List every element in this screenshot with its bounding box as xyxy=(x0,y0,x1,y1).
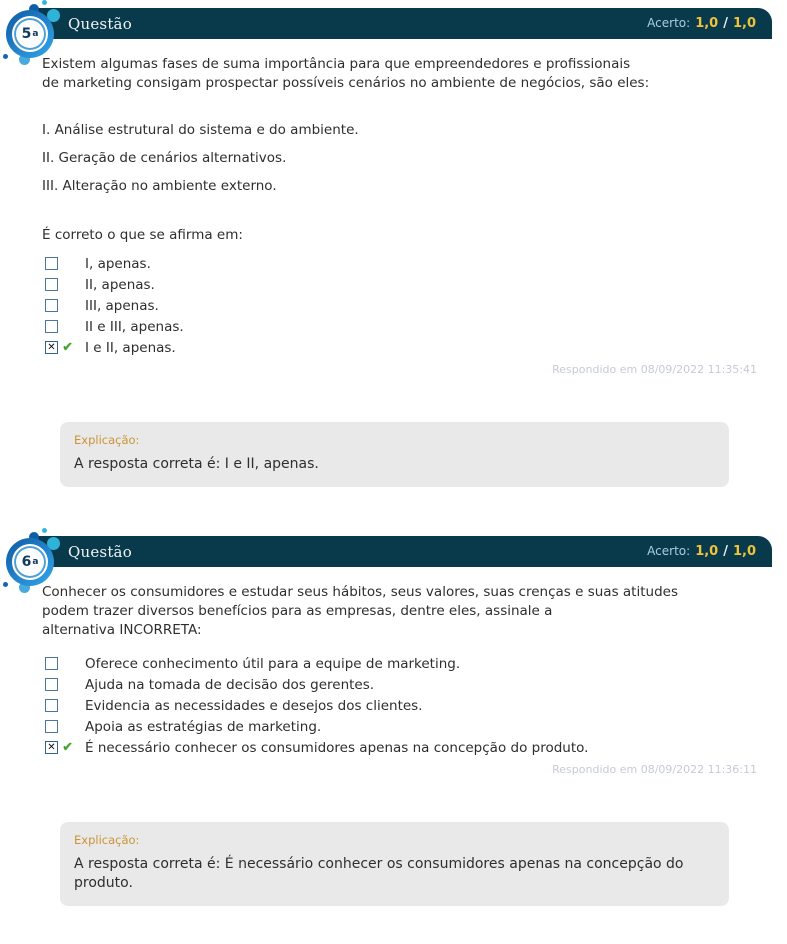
question-text xyxy=(42,583,757,640)
question-body xyxy=(0,583,787,906)
option-checkbox[interactable] xyxy=(45,299,58,312)
page-bottom-padding xyxy=(0,906,787,944)
option-row xyxy=(42,295,757,316)
bubble-decoration-icon xyxy=(3,54,8,59)
question-body xyxy=(0,55,787,487)
statement-item: III. Alteração no ambiente externo. xyxy=(42,178,277,194)
question-text-line: Existem algumas fases de suma importância para que empreendedores e profissionais xyxy=(42,56,631,72)
score-label: Acerto: xyxy=(647,544,691,558)
question-header-bar xyxy=(30,536,772,567)
explanation-label: Explicação: xyxy=(74,833,140,847)
option-row xyxy=(42,674,757,695)
option-checkbox[interactable] xyxy=(45,320,58,333)
option-label: I, apenas. xyxy=(85,255,151,272)
explanation-text: A resposta correta é: I e II, apenas. xyxy=(74,456,319,472)
explanation-box xyxy=(60,822,729,906)
correct-answer-check-icon: ✔ xyxy=(62,340,73,355)
question-number-text: 6 a xyxy=(12,544,48,580)
option-checkbox[interactable] xyxy=(45,720,58,733)
question-header-title: Questão xyxy=(68,542,132,561)
score-obtained: 1,0 xyxy=(695,544,719,559)
option-label: II, apenas. xyxy=(85,276,155,293)
statement-item: II. Geração de cenários alternativos. xyxy=(42,150,287,166)
options-list xyxy=(42,253,757,358)
question-number-circle xyxy=(6,10,54,58)
option-checkbox[interactable] xyxy=(45,699,58,712)
score-total: 1,0 xyxy=(732,16,756,31)
explanation-box xyxy=(60,422,729,487)
option-label: É necessário conhecer os consumidores apenas na concepção do produto. xyxy=(85,739,589,756)
question-header-bar xyxy=(30,8,772,39)
score-display xyxy=(647,544,756,559)
option-row xyxy=(42,253,757,274)
option-row xyxy=(42,716,757,737)
option-label: II e III, apenas. xyxy=(85,318,184,335)
bubble-decoration-icon xyxy=(3,582,8,587)
question-header-title: Questão xyxy=(68,14,132,33)
option-label: III, apenas. xyxy=(85,297,159,314)
bubble-decoration-icon xyxy=(42,0,47,5)
explanation-label: Explicação: xyxy=(74,433,140,447)
statement-item: I. Análise estrutural do sistema e do ambiente. xyxy=(42,122,359,138)
bubble-decoration-icon xyxy=(42,528,47,533)
question-text-line: alternativa INCORRETA: xyxy=(42,622,202,638)
question-text xyxy=(42,55,757,93)
score-display xyxy=(647,16,756,31)
question-number-text: 5 a xyxy=(12,16,48,52)
option-checkbox[interactable] xyxy=(45,678,58,691)
score-obtained: 1,0 xyxy=(695,16,719,31)
question-text-line: podem trazer diversos benefícios para as empresas, dentre eles, assinale a xyxy=(42,603,553,619)
option-row xyxy=(42,653,757,674)
question-number: 5 xyxy=(21,26,32,42)
question-number-badge xyxy=(6,536,62,594)
option-label: Evidencia as necessidades e desejos dos clientes. xyxy=(85,697,423,714)
question-number-badge xyxy=(6,8,62,66)
answered-timestamp: Respondido em 08/09/2022 11:35:41 xyxy=(552,363,757,376)
option-label: I e II, apenas. xyxy=(85,339,176,356)
score-label: Acerto: xyxy=(647,16,691,30)
question-block-6 xyxy=(0,536,787,906)
score-total: 1,0 xyxy=(732,544,756,559)
question-prompt: É correto o que se afirma em: xyxy=(42,227,243,243)
option-checkbox[interactable] xyxy=(45,257,58,270)
option-label: Ajuda na tomada de decisão dos gerentes. xyxy=(85,676,375,693)
option-row xyxy=(42,316,757,337)
question-text-line: Conhecer os consumidores e estudar seus hábitos, seus valores, suas crenças e suas atitudes xyxy=(42,584,678,600)
question-number: 6 xyxy=(21,554,32,570)
question-number-circle xyxy=(6,538,54,586)
option-row-selected xyxy=(42,337,757,358)
statement-list xyxy=(42,121,757,196)
option-row-selected xyxy=(42,737,757,758)
question-block-5 xyxy=(0,8,787,487)
option-checkbox[interactable] xyxy=(45,657,58,670)
option-checkbox[interactable] xyxy=(45,278,58,291)
question-text-line: de marketing consigam prospectar possíveis cenários no ambiente de negócios, são eles: xyxy=(42,75,650,91)
answered-timestamp: Respondido em 08/09/2022 11:36:11 xyxy=(552,763,757,776)
option-label: Oferece conhecimento útil para a equipe de marketing. xyxy=(85,655,461,672)
option-checkbox-checked[interactable]: ✕ xyxy=(45,741,58,754)
quiz-results-page xyxy=(0,8,787,944)
score-divider: / xyxy=(723,544,728,559)
option-checkbox-checked[interactable]: ✕ xyxy=(45,341,58,354)
explanation-text: A resposta correta é: É necessário conhecer os consumidores apenas na concepção do produto. xyxy=(74,856,684,891)
correct-answer-check-icon: ✔ xyxy=(62,740,73,755)
option-label: Apoia as estratégias de marketing. xyxy=(85,718,322,735)
score-divider: / xyxy=(723,16,728,31)
option-row xyxy=(42,274,757,295)
option-row xyxy=(42,695,757,716)
options-list xyxy=(42,653,757,758)
